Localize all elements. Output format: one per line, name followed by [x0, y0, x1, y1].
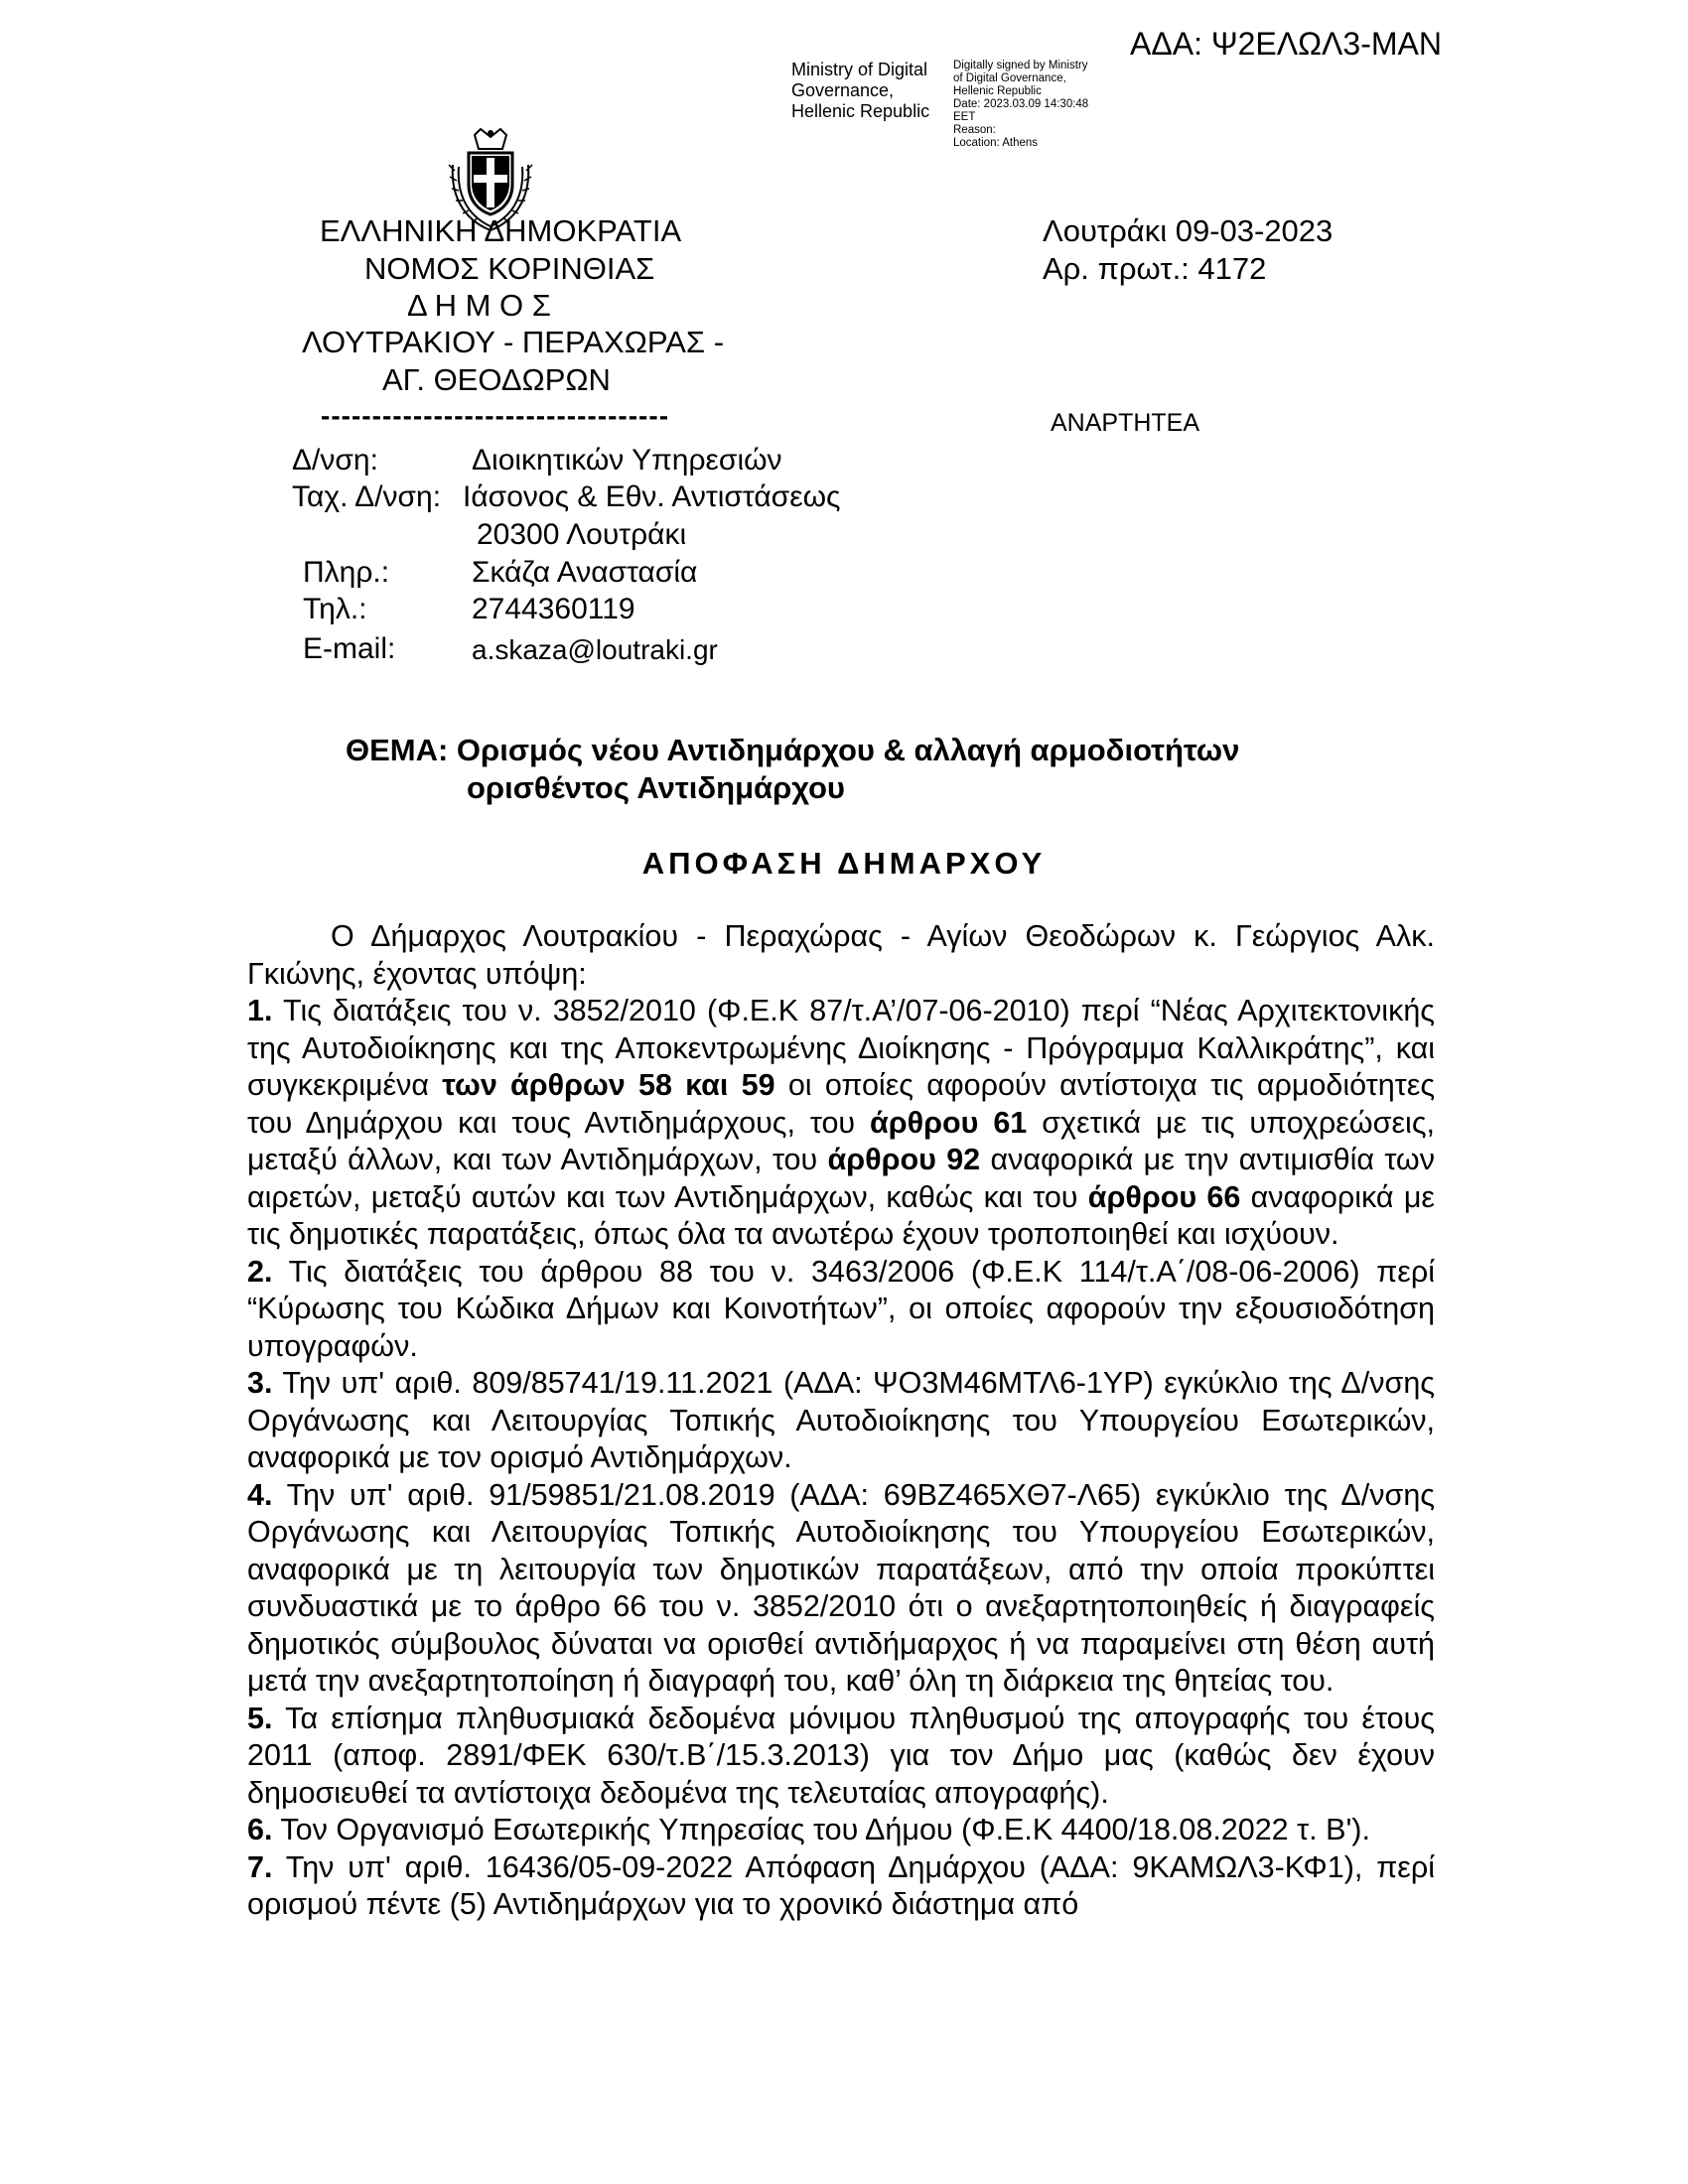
- postcode: 20300 Λουτράκι: [477, 518, 687, 551]
- decision-title: ΑΠΟΦΑΣΗ ΔΗΜΑΡΧΟΥ: [641, 846, 1047, 881]
- list-item: [247, 993, 1435, 1254]
- item-number: 1.: [247, 994, 273, 1027]
- item-text: οι οποίες αφορούν αντίστοιχα τις αρμοδιότητες του Δημάρχου και τους Αντιδημάρχους, του: [247, 1068, 1436, 1140]
- item-number: 6.: [247, 1813, 273, 1846]
- date-line: Λουτράκι 09-03-2023: [1043, 213, 1334, 248]
- protocol-number: Αρ. πρωτ.: 4172: [1043, 251, 1267, 286]
- header-line-1: ΕΛΛΗΝΙΚΗ ΔΗΜΟΚΡΑΤΙΑ: [320, 213, 682, 248]
- item-text: αναφορικά με τις δημοτικές παρατάξεις, όπως όλα τα ανωτέρω έχουν τροποποιηθεί και ισχύουν.: [247, 1179, 1435, 1251]
- header-line-2: ΝΟΜΟΣ ΚΟΡΙΝΘΙΑΣ: [364, 251, 655, 286]
- subject-line-2: ορισθέντος Αντιδημάρχου: [467, 770, 845, 805]
- signature-detail: Digitally signed by Ministry of Digital Governance, Hellenic Republic Date: 2023.03.09 14:30:48 EET Reason: Location: Athens: [953, 60, 1089, 149]
- address-value: Ιάσονος & Εθν. Αντιστάσεως: [463, 480, 841, 513]
- item-text: σχετικά με τις υποχρεώσεις, μεταξύ άλλων, και των Αντιδημάρχων, του: [247, 1105, 1435, 1176]
- item-emphasis: άρθρου 66: [1087, 1179, 1241, 1214]
- posting-note: ΑΝΑΡΤΗΤΕΑ: [1051, 409, 1200, 437]
- item-text: Την υπ' αριθ. 16436/05-09-2022 Απόφαση Δημάρχου (ΑΔΑ: 9ΚΑΜΩΛ3-ΚΦ1), περί ορισμού πέντε (5) Αντιδημάρχων για το χρονικό διάστημα από: [247, 1849, 1435, 1921]
- header-line-5: ΑΓ. ΘΕΟΔΩΡΩΝ: [382, 362, 611, 397]
- info-value: Σκάζα Αναστασία: [472, 556, 698, 589]
- item-text: Τις διατάξεις του άρθρου 88 του ν. 3463/2006 (Φ.Ε.Κ 114/τ.Α΄/08-06-2006) περί “Κύρωσης του Κώδικα Δήμων και Κοινοτήτων”, οι οποίες αφορούν την εξουσιοδότηση υπογραφών.: [247, 1254, 1435, 1363]
- item-text: Τις διατάξεις του ν. 3852/2010 (Φ.Ε.Κ 87/τ.Α’/07-06-2010) περί “Νέας Αρχιτεκτονικής της Αυτοδιοίκησης και της Αποκεντρωμένης Διοίκησης - Πρόγραμμα Καλλικράτης”, και συγκεκριμένα: [247, 994, 1435, 1102]
- item-emphasis: άρθρου 61: [870, 1105, 1028, 1140]
- subject-line-1: ΘΕΜΑ: Ορισμός νέου Αντιδημάρχου & αλλαγή αρμοδιοτήτων: [346, 733, 1240, 767]
- phone-value: 2744360119: [472, 593, 635, 625]
- list-item: [247, 1701, 1435, 1813]
- header-line-4: ΛΟΥΤΡΑΚΙΟΥ - ΠΕΡΑΧΩΡΑΣ -: [302, 325, 725, 359]
- item-number: 2.: [247, 1254, 273, 1289]
- item-number: 7.: [247, 1849, 273, 1884]
- list-item: [247, 1812, 1435, 1849]
- item-emphasis: των άρθρων 58 και 59: [442, 1068, 775, 1102]
- list-item: [247, 1477, 1435, 1701]
- phone-label: Τηλ.:: [303, 593, 367, 625]
- dept-value: Διοικητικών Υπηρεσιών: [472, 444, 782, 477]
- header-line-3: Δ Η Μ Ο Σ: [407, 288, 551, 323]
- list-item: [247, 1254, 1435, 1366]
- dept-label: Δ/νση:: [292, 444, 378, 477]
- intro-paragraph: Ο Δήμαρχος Λουτρακίου - Περαχώρας - Αγίων Θεοδώρων κ. Γεώργιος Αλκ. Γκιώνης, έχοντας υπόψη:: [247, 919, 1435, 991]
- item-emphasis: άρθρου 92: [827, 1143, 981, 1176]
- decision-body: [247, 918, 1435, 1924]
- item-number: 4.: [247, 1477, 273, 1512]
- ada-code: ΑΔΑ: Ψ2ΕΛΩΛ3-ΜΑΝ: [1130, 26, 1442, 62]
- email-value: a.skaza@loutraki.gr: [472, 634, 718, 665]
- list-item: [247, 1849, 1435, 1924]
- item-number: 3.: [247, 1366, 273, 1400]
- address-label: Ταχ. Δ/νση:: [292, 480, 442, 513]
- header-separator: ----------------------------------: [321, 400, 670, 431]
- item-text: Την υπ' αριθ. 91/59851/21.08.2019 (ΑΔΑ: 69ΒΖ465ΧΘ7-Λ65) εγκύκλιο της Δ/νσης Οργάνωσης και Λειτουργίας Τοπικής Αυτοδιοίκησης του Υπουργείου Εσωτερικών, αναφορικά με τη λειτουργία των δημοτικών παρατάξεων, από την οποία προκύπτει συνδυαστικά με το άρθρο 66 του ν. 3852/2010 ότι ο ανεξαρτητοποιηθείς ή διαγραφείς δημοτικός σύμβουλος δύναται να ορισθεί αντιδήμαρχος ή να παραμείνει στη θέση αυτή μετά την ανεξαρτητοποίηση ή διαγραφή του, καθ’ όλη τη διάρκεια της θητείας του.: [247, 1477, 1435, 1698]
- item-text: Την υπ' αριθ. 809/85741/19.11.2021 (ΑΔΑ: ΨΟ3Μ46ΜΤΛ6-1ΥΡ) εγκύκλιο της Δ/νσης Οργάνωσης και Λειτουργίας Τοπικής Αυτοδιοίκησης του Υπουργείου Εσωτερικών, αναφορικά με τον ορισμό Αντιδημάρχων.: [247, 1366, 1435, 1474]
- signature-org: Ministry of Digital Governance, Hellenic Republic: [791, 60, 930, 121]
- item-text: Τον Οργανισμό Εσωτερικής Υπηρεσίας του Δήμου (Φ.Ε.Κ 4400/18.08.2022 τ. Β').: [272, 1813, 1370, 1846]
- info-label: Πληρ.:: [303, 556, 390, 589]
- item-text: Τα επίσημα πληθυσμιακά δεδομένα μόνιμου πληθυσμού της απογραφής του έτους 2011 (αποφ. 2891/ΦΕΚ 630/τ.Β΄/15.3.2013) για τον Δήμο μας (καθώς δεν έχουν δημοσιευθεί τα αντίστοιχα δεδομένα της τελευταίας απογραφής).: [247, 1701, 1435, 1810]
- item-number: 5.: [247, 1701, 273, 1735]
- list-item: [247, 1365, 1435, 1477]
- email-label: E-mail:: [303, 632, 396, 665]
- item-text: αναφορικά με την αντιμισθία των αιρετών, μεταξύ αυτών και των Αντιδημάρχων, καθώς και του: [247, 1143, 1435, 1214]
